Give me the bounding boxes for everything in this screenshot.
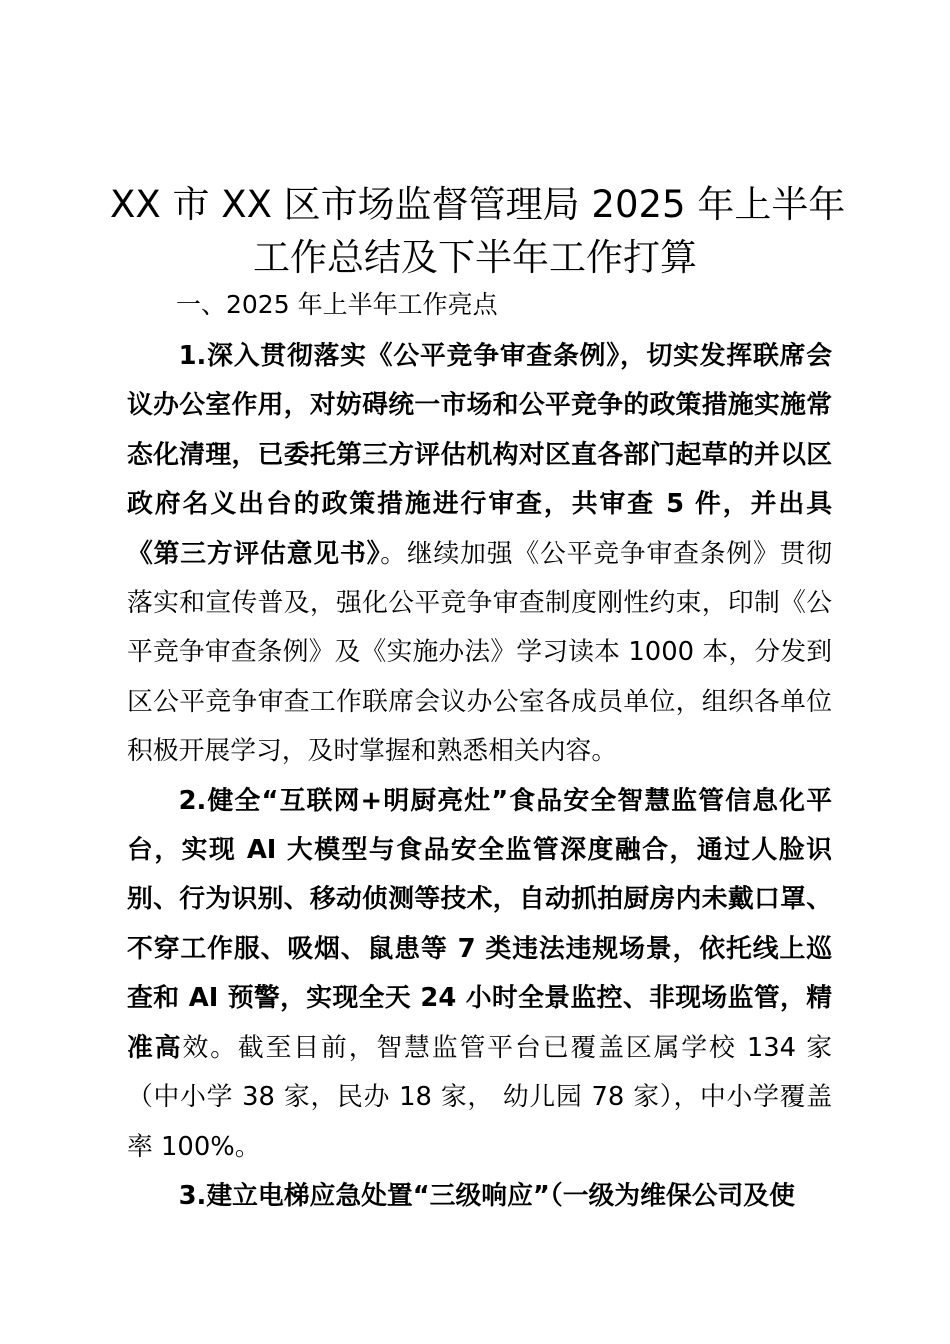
document-body bbox=[127, 332, 832, 1221]
paragraph-2 bbox=[127, 777, 832, 1172]
paragraph-3-bold: 3.建立电梯应急处置“三级响应”（一级为维保公司及使 bbox=[178, 1180, 795, 1211]
title-line-2: 工作总结及下半年工作打算 bbox=[253, 236, 697, 279]
paragraph-1 bbox=[127, 332, 832, 777]
paragraph-2-bold: 2.健全“互联网+明厨亮灶”食品安全智慧监管信息化平台，实现 AI 大模型与食品安全监管深度融合，通过人脸识别、行为识别、移动侦测等技术，自动抓拍厨房内未戴口罩、不穿工作服、吸烟、鼠患等 7 类违法违规场景，依托线上巡查和 AI 预警，实现全天 24 小时全景监控、非现场监管，精准高 bbox=[127, 785, 832, 1063]
paragraph-1-normal: 。继续加强《公平竞争审查条例》贯彻落实和宣传普及，强化公平竞争审查制度刚性约束，印制《公平竞争审查条例》及《实施办法》学习读本 1000 本，分发到区公平竞争审查工作联席会议办公室各成员单位，组织各单位积极开展学习，及时掌握和熟悉相关内容。 bbox=[127, 538, 832, 767]
paragraph-3 bbox=[127, 1172, 832, 1221]
document-title bbox=[110, 178, 846, 284]
paragraph-2-normal: 效。截至目前，智慧监管平台已覆盖区属学校 134 家（中小学 38 家，民办 18 家， 幼儿园 78 家），中小学覆盖率 100%。 bbox=[127, 1032, 832, 1162]
title-line-1: XX 市 XX 区市场监督管理局 2025 年上半年 bbox=[110, 183, 846, 226]
paragraph-1-bold: 1.深入贯彻落实《公平竞争审查条例》，切实发挥联席会议办公室作用，对妨碍统一市场和公平竞争的政策措施实施常态化清理，已委托第三方评估机构对区直各部门起草的并以区政府名义出台的政策措施进行审查，共审查 5 件，并出具《第三方评估意见书》 bbox=[127, 341, 832, 569]
section-heading: 一、2025 年上半年工作亮点 bbox=[176, 290, 498, 319]
